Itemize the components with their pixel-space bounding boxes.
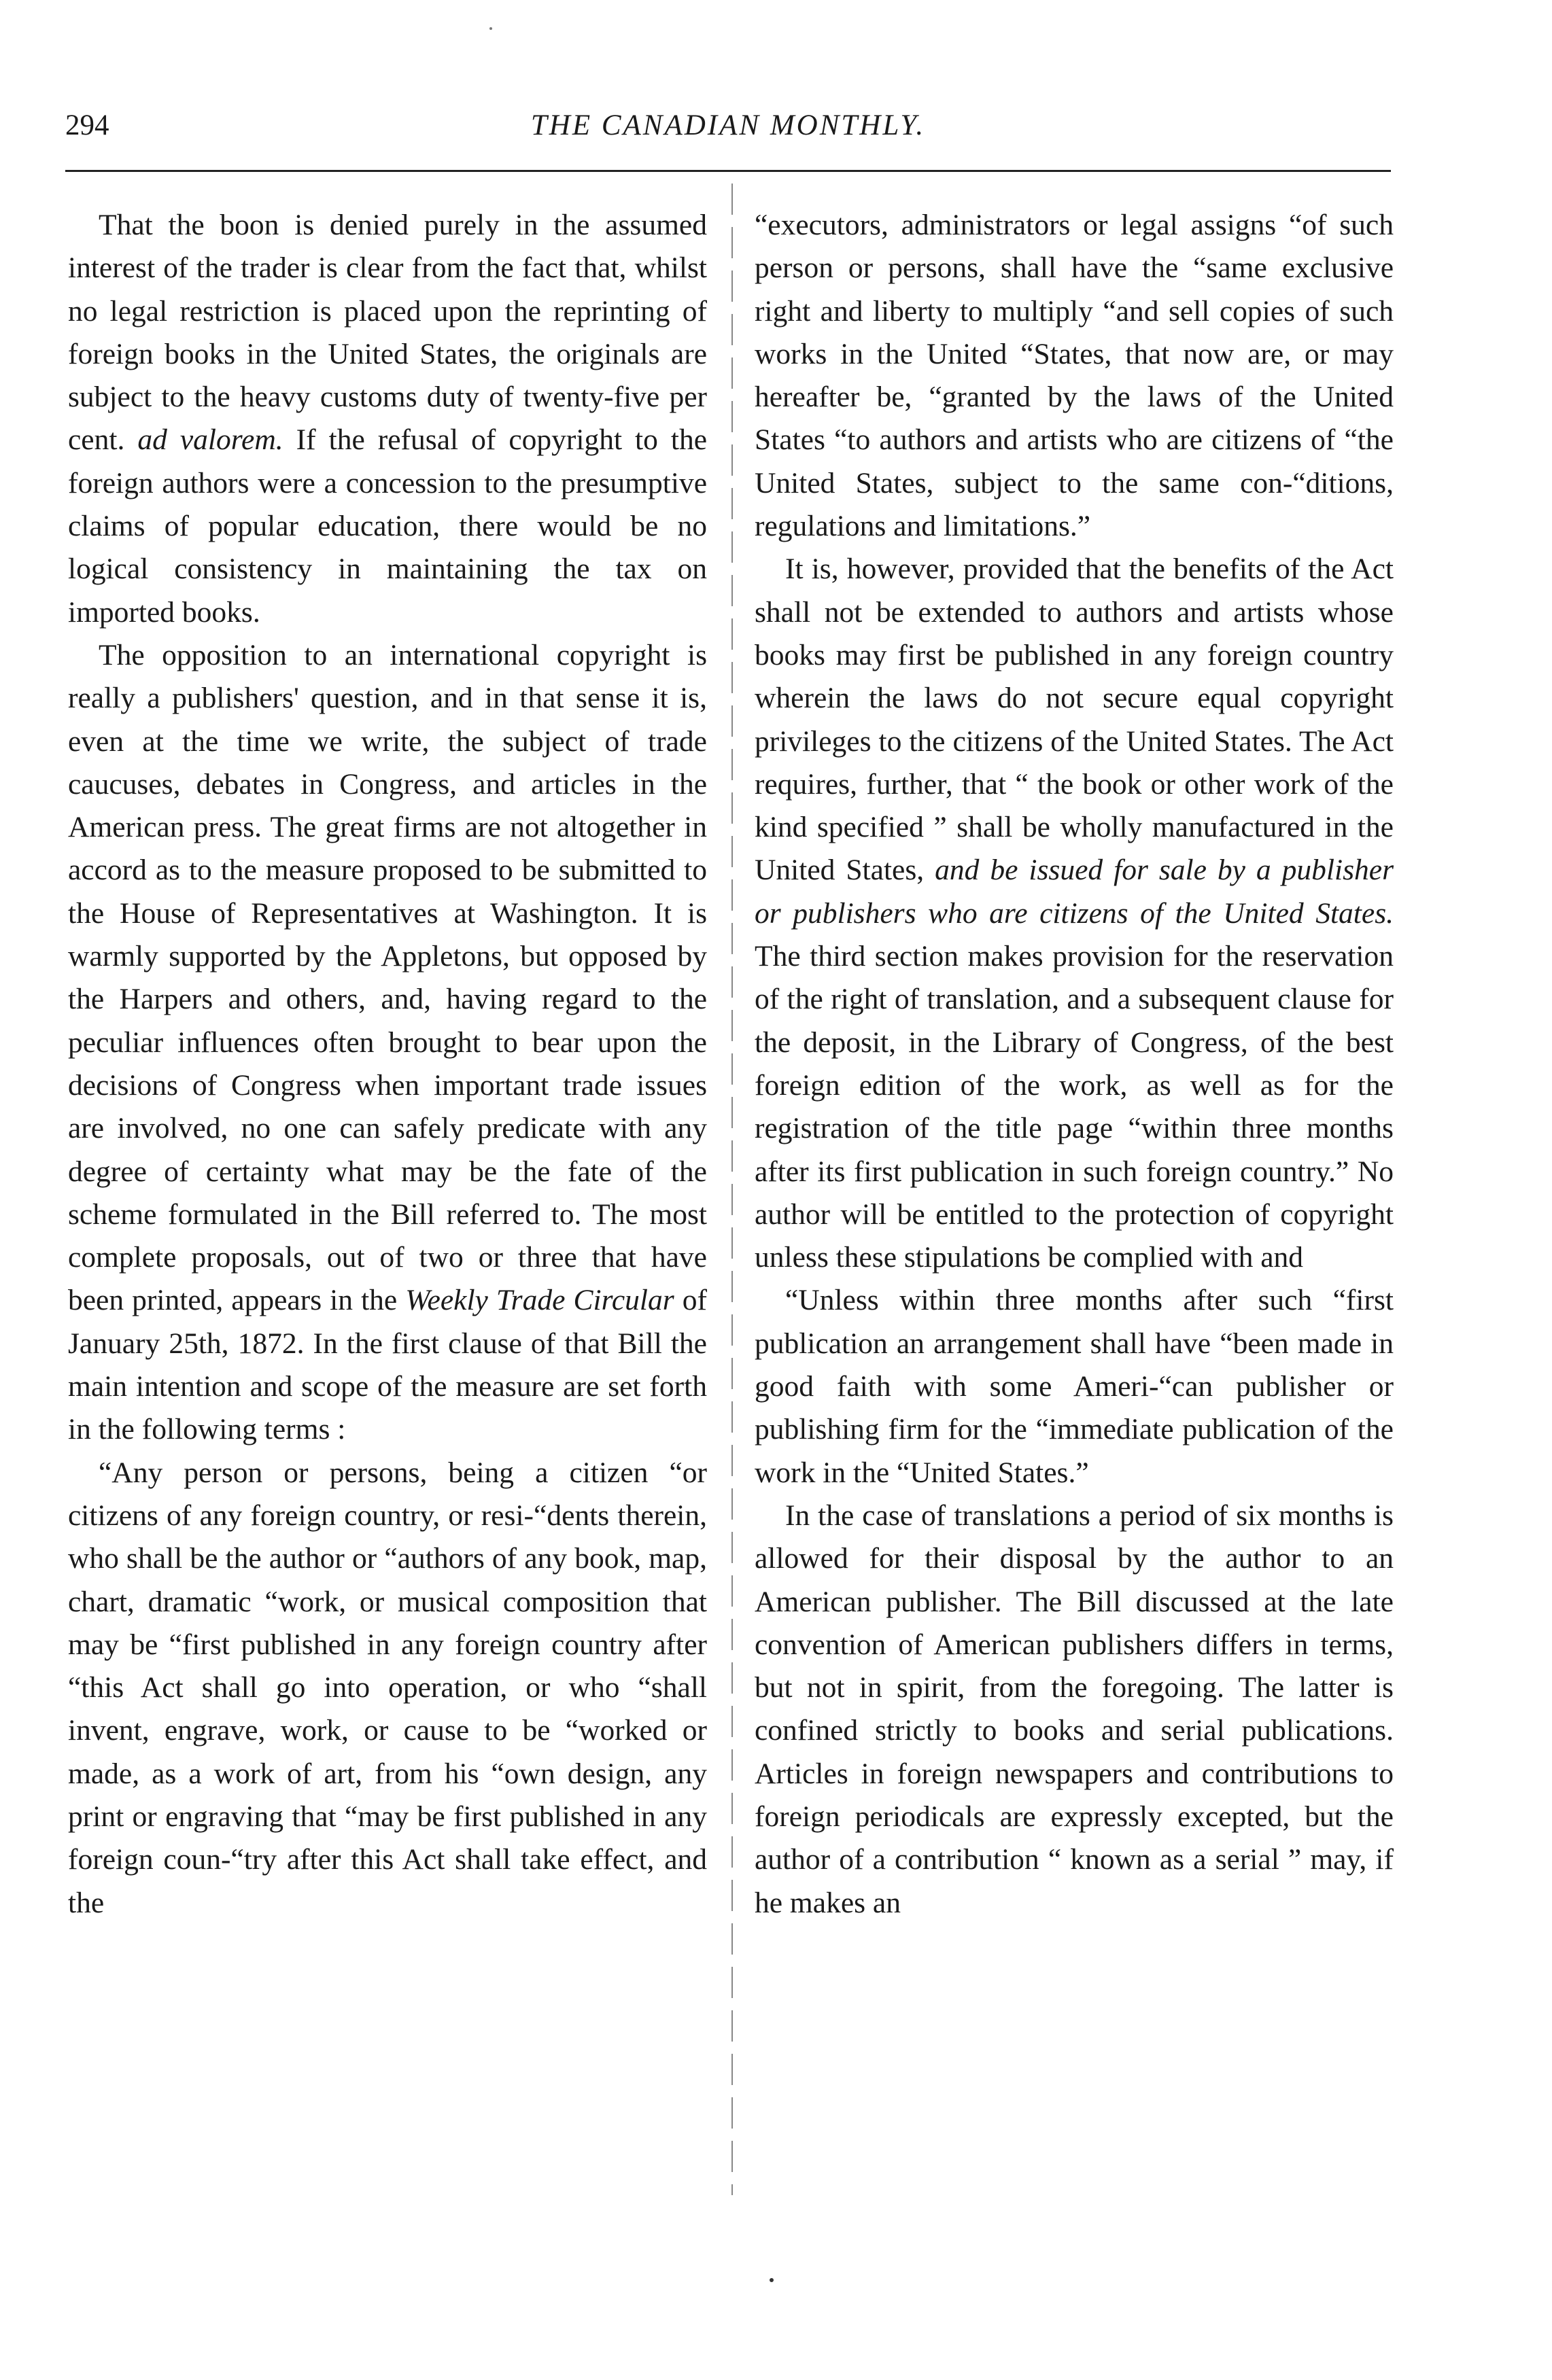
header-rule [65, 170, 1391, 172]
italic-text: Weekly Trade Circular [405, 1284, 674, 1317]
scan-speck [489, 27, 492, 30]
paragraph [755, 548, 1394, 1279]
page-number: 294 [65, 109, 109, 141]
paragraph-text: That the boon is denied purely in the assumed interest of the trader is clear from the fact that, whilst no legal restriction is placed upon the reprinting of foreign books in the United States, the originals are subject to the heavy customs duty of twenty-five per cent. [68, 209, 707, 457]
page-header [65, 109, 1391, 156]
running-head: THE CANADIAN MONTHLY. [530, 109, 926, 141]
quoted-clause: “Any person or persons, being a citizen “or citizens of any foreign country, or resi-“dents therein, who shall be the author or “authors of any book, map, chart, dramatic “work, or musical composition that may be “first published in any foreign country after “this Act shall go into operation, or who “shall invent, engrave, work, or cause to be “worked or made, as a work of art, from his “own design, any print or engraving that “may be first published in any foreign coun-“try after this Act shall take effect, and the [68, 1456, 707, 1919]
right-column [755, 204, 1394, 1925]
quoted-clause: “Unless within three months after such “first publication an arrangement shall have “been made in good faith with some Ameri-“can publisher or publishing firm for the “immediate publication of the work in the “United States.” [755, 1284, 1394, 1489]
paragraph-text: of January 25th, 1872. In the first clause of that Bill the main intention and scope of the measure are set forth in the following terms : [68, 1284, 708, 1446]
paragraph: In the case of translations a period of six months is allowed for their disposal by the author to an American publisher. The Bill discussed at the late convention of American publishers differs in terms, but not in spirit, from the foregoing. The latter is confined strictly to books and serial publications. Articles in foreign newspapers and contributions to foreign periodicals are expressly excepted, but the author of a contribution “ known as a serial ” may, if he makes an [755, 1499, 1394, 1919]
paragraph-text: If the refusal of copyright to the foreign authors were a concession to the presumptive claims of popular education, there would be no logical consistency in maintaining the tax on imported books. [68, 423, 708, 629]
paragraph [68, 634, 707, 1452]
paragraph [68, 204, 707, 634]
italic-text: and be issued for sale by a publisher or publishers who are citizens of the United States. [755, 854, 1394, 930]
column-divider [731, 183, 733, 2195]
paragraph-text: The opposition to an international copyright is really a publishers' question, and in that sense it is, even at the time we write, the subject of trade caucuses, debates in Congress, and articles in the American press. The great firms are not altogether in accord as to the measure proposed to be submitted to the House of Representatives at Washington. It is warmly supported by the Appletons, but opposed by the Harpers and others, and, having regard to the peculiar influences often brought to bear upon the decisions of Congress when important trade issues are involved, no one can safely predicate with any degree of certainty what may be the fate of the scheme formulated in the Bill referred to. The most complete proposals, out of two or three that have been printed, appears in the [68, 638, 707, 1317]
left-column [68, 204, 707, 1925]
quoted-clause: “executors, administrators or legal assigns “of such person or persons, shall have the “same exclusive right and liberty to multiply “and sell copies of such works in the United “States, that now are, or may hereafter be, “granted by the laws of the United States “to authors and artists who are citizens of “the United States, subject to the same con-“ditions, regulations and limitations.” [755, 209, 1394, 543]
paragraph-text: The third section makes provision for the reservation of the right of translation, and a subsequent clause for the deposit, in the Library of Congress, of the best foreign edition of the work, as well as for the registration of the title page “within three months after its first publication in such foreign country.” No author will be entitled to the protection of copyright unless these stipulations be complied with and [755, 940, 1394, 1274]
paragraph-text: It is, however, provided that the benefits of the Act shall not be extended to authors and artists whose books may first be published in any foreign country wherein the laws do not secure equal copyright privileges to the citizens of the United States. The Act requires, further, that “ the book or other work of the kind specified ” shall be wholly manufactured in the United States, [755, 553, 1394, 887]
italic-text: ad valorem. [137, 423, 283, 457]
footer-dot [770, 2278, 774, 2282]
